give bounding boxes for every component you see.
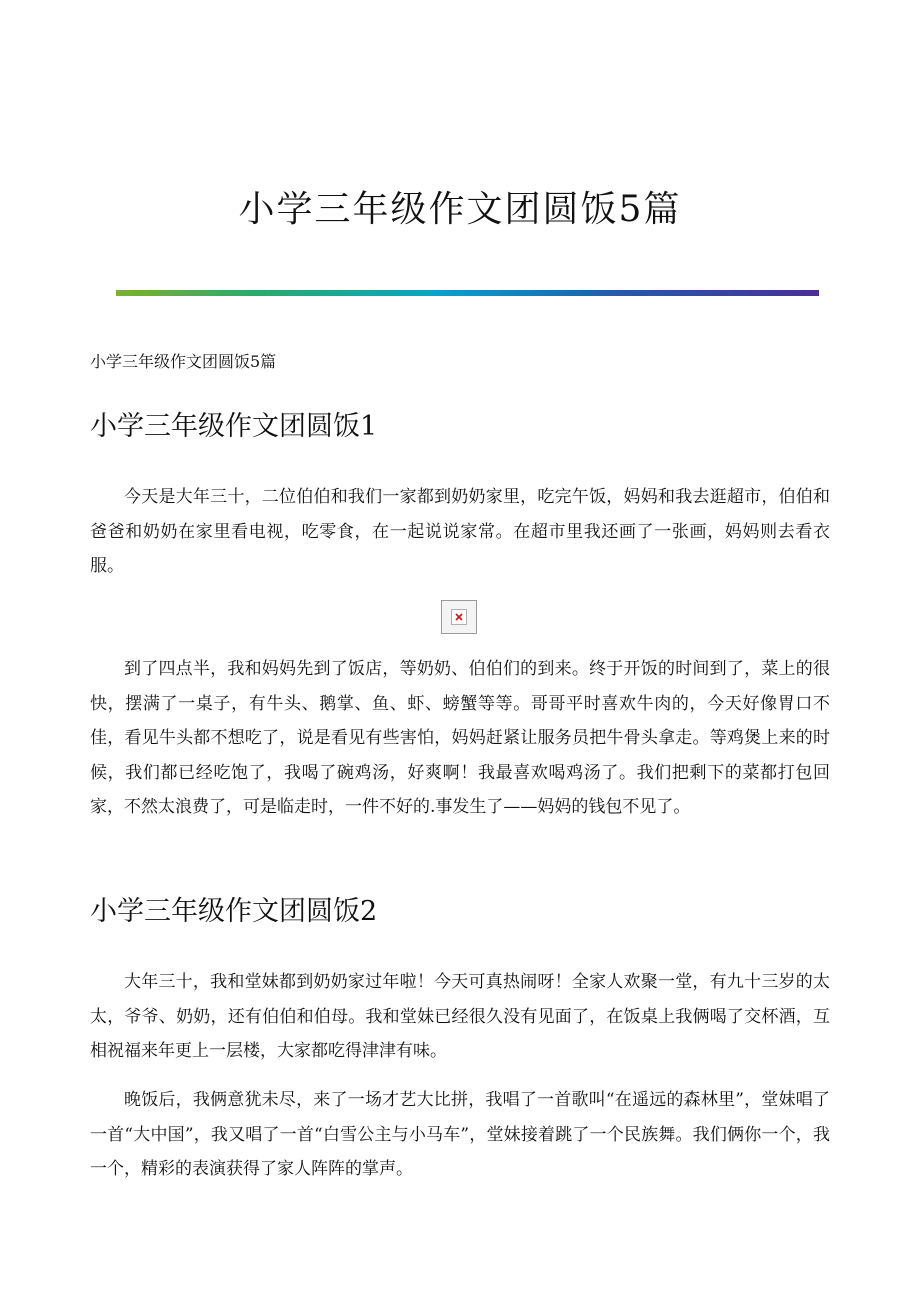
section-heading-1: 小学三年级作文团圆饭1 (90, 411, 378, 442)
close-icon (452, 610, 466, 624)
section-heading-2: 小学三年级作文团圆饭2 (90, 896, 378, 927)
title-divider (116, 290, 819, 296)
paragraph: 晚饭后，我俩意犹未尽，来了一场才艺大比拼，我唱了一首歌叫“在遥远的森林里”，堂妹唱了一首“大中国”，我又唱了一首“白雪公主与小马车”，堂妹接着跳了一个民族舞。我们俩你一个，我一个，精彩的表演获得了家人阵阵的掌声。 (90, 1090, 830, 1179)
page-title: 小学三年级作文团圆饭5篇 (238, 189, 682, 230)
paragraph: 大年三十，我和堂妹都到奶奶家过年啦！今天可真热闹呀！全家人欢聚一堂，有九十三岁的太太，爷爷、奶奶，还有伯伯和伯母。我和堂妹已经很久没有见面了，在饭桌上我俩喝了交杯酒，互相祝福来年更上一层楼，大家都吃得津津有味。 (90, 972, 830, 1061)
document-subtitle: 小学三年级作文团圆饭5篇 (90, 352, 277, 371)
paragraph: 今天是大年三十，二位伯伯和我们一家都到奶奶家里，吃完午饭，妈妈和我去逛超市，伯伯和爸爸和奶奶在家里看电视，吃零食，在一起说说家常。在超市里我还画了一张画，妈妈则去看衣服。 (90, 487, 830, 576)
broken-image-icon (441, 600, 477, 634)
paragraph: 到了四点半，我和妈妈先到了饭店，等奶奶、伯伯们的到来。终于开饭的时间到了，菜上的很快，摆满了一桌子，有牛头、鹅掌、鱼、虾、螃蟹等等。哥哥平时喜欢牛肉的，今天好像胃口不佳，看见牛头都不想吃了，说是看见有些害怕，妈妈赶紧让服务员把牛骨头拿走。等鸡煲上来的时候，我们都已经吃饱了，我喝了碗鸡汤，好爽啊！我最喜欢喝鸡汤了。我们把剩下的菜都打包回家，不然太浪费了，可是临走时，一件不好的.事发生了——妈妈的钱包不见了。 (90, 659, 830, 817)
